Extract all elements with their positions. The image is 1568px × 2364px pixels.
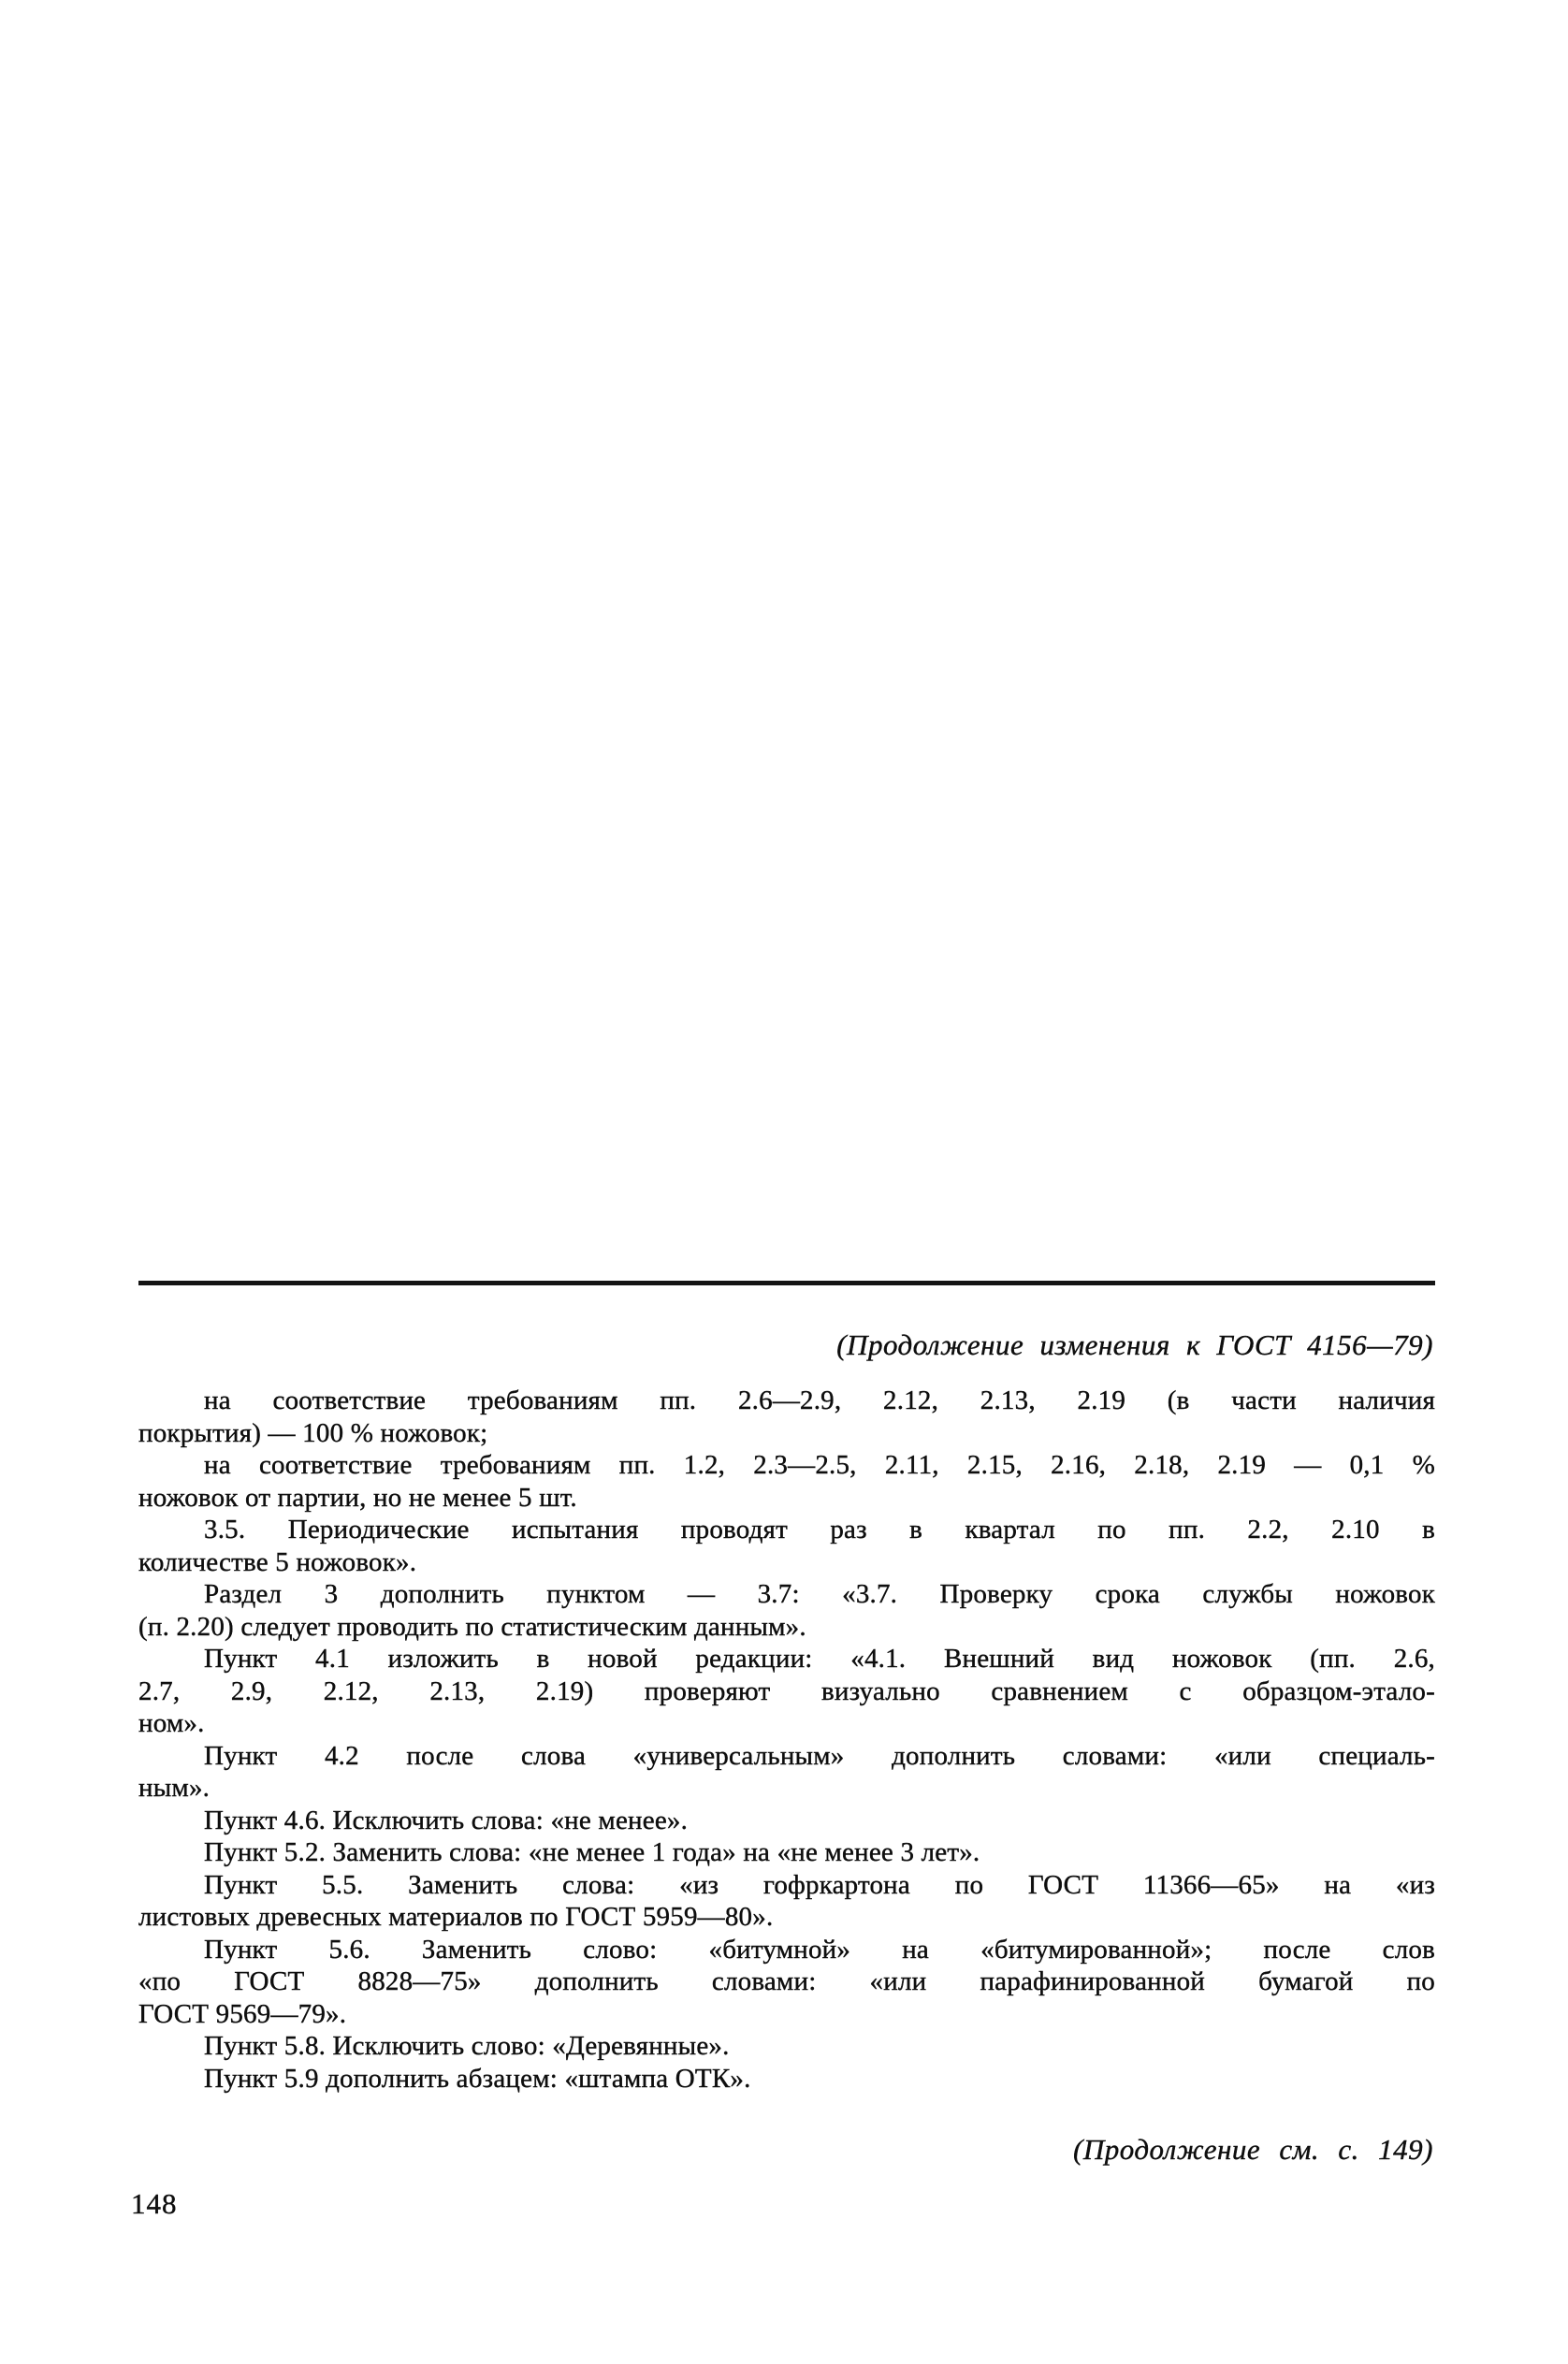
paragraph-line: Пункт 4.2 после слова «универсальным» дополнить словами: «или специаль- (204, 1740, 1435, 1771)
paragraph-line: ножовок от партии, но не менее 5 шт. (138, 1482, 577, 1513)
header-rule (138, 1281, 1435, 1285)
paragraph-line: Пункт 5.8. Исключить слово: «Деревянные». (204, 2031, 730, 2061)
paragraph (138, 1740, 1435, 1805)
paragraph-line: ном». (138, 1708, 205, 1738)
paragraph (138, 1805, 1435, 1837)
paragraph (138, 1514, 1435, 1578)
footer-continuation-note: (Продолжение см. с. 149) (1073, 2133, 1433, 2166)
paragraph-line: Раздел 3 дополнить пунктом — 3.7: «3.7. Проверку срока службы ножовок (204, 1579, 1435, 1609)
paragraph-line: Пункт 5.2. Заменить слова: «не менее 1 года» на «не менее 3 лет». (204, 1837, 980, 1867)
paragraph (138, 1643, 1435, 1740)
paragraph-line: на соответствие требованиям пп. 2.6—2.9, 2.12, 2.13, 2.19 (в части наличия (204, 1385, 1435, 1415)
paragraph (138, 1869, 1435, 1934)
paragraph-line: Пункт 4.1 изложить в новой редакции: «4.1. Внешний вид ножовок (пп. 2.6, (204, 1644, 1435, 1674)
paragraph (138, 1836, 1435, 1869)
document-body (138, 1385, 1435, 2095)
paragraph (138, 1578, 1435, 1643)
paragraph-line: листовых древесных материалов по ГОСТ 5959—80». (138, 1902, 774, 1932)
continuation-header: (Продолжение изменения к ГОСТ 4156—79) (836, 1328, 1433, 1361)
paragraph-line: «по ГОСТ 8828—75» дополнить словами: «или парафинированной бумагой по (138, 1966, 1435, 1996)
paragraph (138, 1449, 1435, 1514)
paragraph-line: количестве 5 ножовок». (138, 1546, 417, 1577)
paragraph-line: 3.5. Периодические испытания проводят раз в квартал по пп. 2.2, 2.10 в (204, 1515, 1435, 1545)
paragraph-line: Пункт 5.5. Заменить слова: «из гофркартона по ГОСТ 11366—65» на «из (204, 1869, 1435, 1900)
paragraph-line: Пункт 4.6. Исключить слова: «не менее». (204, 1805, 689, 1835)
paragraph (138, 2030, 1435, 2063)
paragraph (138, 2063, 1435, 2096)
paragraph-line: Пункт 5.6. Заменить слово: «битумной» на «битумированной»; после слов (204, 1934, 1435, 1965)
paragraph-line: ГОСТ 9569—79». (138, 1998, 347, 2029)
paragraph (138, 1385, 1435, 1449)
page-number: 148 (131, 2187, 178, 2220)
paragraph-line: 2.7, 2.9, 2.12, 2.13, 2.19) проверяют визуально сравнением с образцом-этало- (138, 1675, 1435, 1706)
paragraph-line: Пункт 5.9 дополнить абзацем: «штампа ОТК». (204, 2063, 751, 2094)
paragraph-line: (п. 2.20) следует проводить по статистическим данным». (138, 1611, 806, 1642)
paragraph-line: ным». (138, 1773, 211, 1803)
paragraph-line: на соответствие требованиям пп. 1.2, 2.3—2.5, 2.11, 2.15, 2.16, 2.18, 2.19 — 0,1 % (204, 1450, 1435, 1480)
paragraph (138, 1934, 1435, 2031)
paragraph-line: покрытия) — 100 % ножовок; (138, 1417, 488, 1448)
